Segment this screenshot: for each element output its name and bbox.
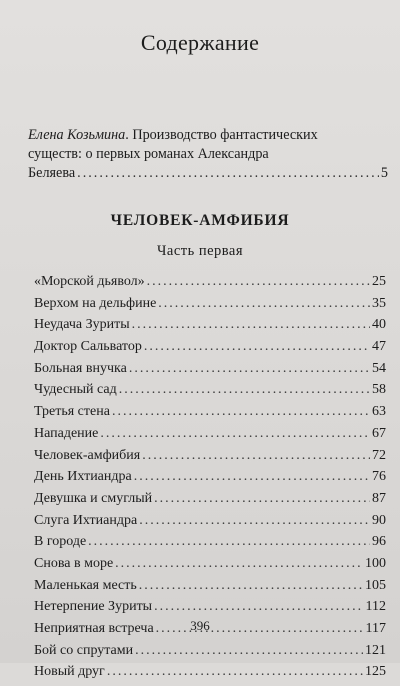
toc-entry-page: 25 — [372, 274, 386, 289]
toc-entry-page: 117 — [365, 621, 386, 636]
toc-entry-label: Чудесный сад — [34, 382, 117, 398]
toc-entry-label: «Морской дьявол» — [34, 274, 145, 289]
toc-entry-page: 87 — [372, 490, 386, 506]
toc-entry-label: Девушка и смуглый — [34, 490, 153, 506]
toc-entry-page: 35 — [372, 295, 386, 311]
toc-entry-label: Слуга Ихтиандра — [34, 512, 138, 528]
dot-leader — [112, 404, 370, 420]
part-subtitle: Часть первая — [156, 243, 244, 259]
toc-entry-page: 112 — [365, 599, 386, 615]
dot-leader — [129, 361, 370, 377]
toc-entry-page: 67 — [372, 425, 386, 441]
toc-entry[interactable] — [34, 448, 386, 470]
intro-line-1 — [28, 126, 388, 145]
toc-entry-page: 105 — [365, 577, 386, 593]
toc-entry-label: Доктор Сальватор — [34, 339, 142, 355]
toc-entry[interactable] — [34, 513, 386, 535]
toc-entry-label: Нападение — [34, 425, 99, 441]
dot-leader — [115, 556, 363, 572]
toc-entry[interactable] — [34, 469, 386, 491]
toc-entry[interactable] — [34, 643, 386, 665]
dot-leader — [134, 469, 370, 485]
part-title: ЧЕЛОВЕК-АМФИБИЯ — [110, 212, 290, 229]
toc-entry-page: 76 — [372, 469, 386, 485]
dot-leader — [139, 578, 363, 594]
dot-leader — [100, 426, 370, 442]
toc-entry-label: Неудача Зуриты — [34, 317, 130, 333]
toc-entry[interactable] — [34, 664, 386, 686]
toc-entry[interactable] — [34, 274, 386, 296]
page-number: 396 — [190, 618, 210, 633]
intro-entry[interactable] — [28, 126, 388, 183]
dot-leader — [154, 599, 363, 615]
toc-entry[interactable] — [34, 578, 386, 600]
intro-line-2: существ: о первых романах Александра — [28, 146, 269, 162]
intro-line-3 — [28, 164, 388, 183]
toc-entry-label: День Ихтиандра — [34, 469, 132, 485]
intro-title-part3: Беляева — [28, 165, 76, 181]
toc-entry[interactable] — [34, 404, 386, 426]
toc-entry-page: 96 — [372, 534, 386, 550]
toc-entry[interactable] — [34, 491, 386, 513]
toc-entry-label: Бой со спрутами — [34, 642, 134, 658]
toc-entry-label: Третья стена — [34, 404, 110, 420]
toc-entry[interactable] — [34, 339, 386, 361]
dot-leader — [144, 339, 370, 355]
dot-leader — [119, 382, 370, 398]
toc-entry[interactable] — [34, 382, 386, 404]
toc-entry-page: 47 — [372, 339, 386, 355]
toc-entry[interactable] — [34, 426, 386, 448]
dot-leader — [88, 534, 370, 550]
dot-leader — [142, 448, 370, 464]
toc-entry[interactable] — [34, 361, 386, 383]
toc-entry[interactable] — [34, 556, 386, 578]
toc-entry-page: 54 — [372, 360, 386, 376]
dot-leader — [107, 664, 363, 680]
toc-entry-label: В городе — [34, 534, 87, 550]
dot-leader — [147, 274, 370, 290]
toc-entry-page: 100 — [365, 555, 386, 571]
intro-author: Елена Козьмина — [28, 127, 126, 143]
toc-entry-label: Маленькая месть — [34, 577, 137, 593]
dot-leader — [139, 513, 370, 529]
toc-entry-page: 125 — [365, 664, 386, 680]
toc-entry-label: Снова в море — [34, 555, 114, 571]
toc-entry[interactable] — [34, 317, 386, 339]
toc-entry-page: 63 — [372, 404, 386, 420]
dot-leader — [135, 643, 363, 659]
toc-entry-label: Новый друг — [34, 664, 105, 680]
dot-leader — [158, 296, 370, 312]
toc-entry-page: 40 — [372, 317, 386, 333]
intro-title-part1: . Производство фантастических — [125, 127, 318, 143]
dot-leader — [132, 317, 370, 333]
toc-entry-page: 90 — [372, 512, 386, 528]
intro-page-number: 5 — [380, 165, 388, 181]
toc-entry-label: Нетерпение Зуриты — [34, 599, 153, 615]
toc-entry[interactable] — [34, 296, 386, 318]
toc-entry-label: Неприятная встреча — [34, 621, 154, 636]
toc-entry-label: Верхом на дельфине — [34, 295, 157, 311]
toc-entry-label: Человек-амфибия — [34, 447, 141, 463]
toc-entry-label: Больная внучка — [34, 360, 127, 376]
page-title: Содержание — [140, 30, 260, 55]
dot-leader — [77, 164, 379, 183]
toc-entry-page: 121 — [365, 642, 386, 658]
toc-entry-page: 58 — [372, 382, 386, 398]
toc-entry[interactable] — [34, 534, 386, 556]
toc-entry-page: 72 — [372, 447, 386, 463]
dot-leader — [154, 491, 370, 507]
